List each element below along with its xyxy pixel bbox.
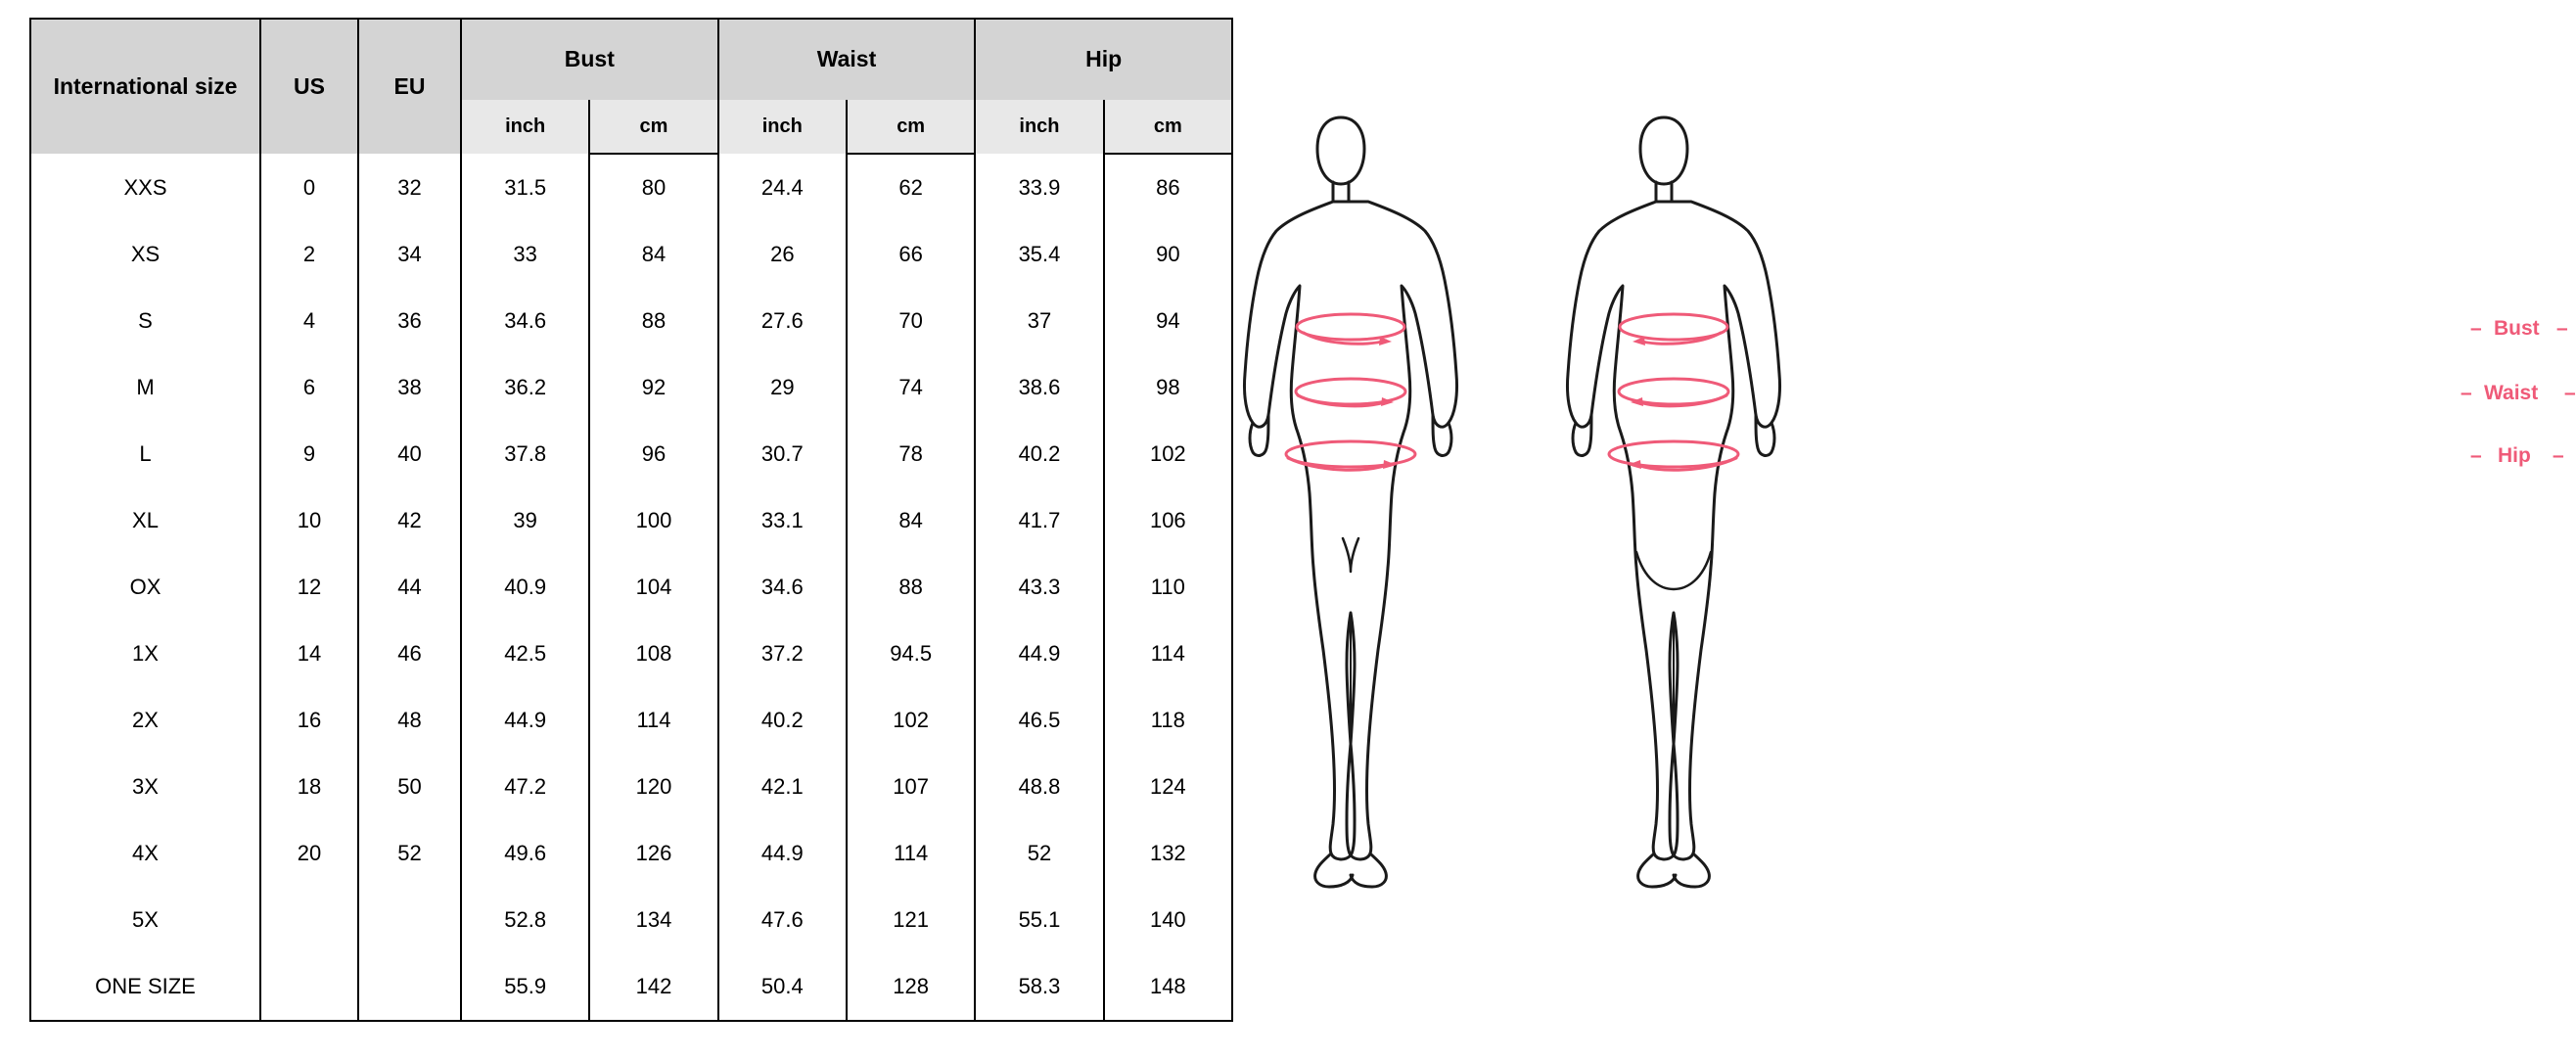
cell-eu: 46 [358,621,461,687]
cell-us: 18 [260,754,358,820]
cell-waist-inch: 34.6 [760,575,804,599]
cell-eu: 32 [358,154,461,221]
table-row [30,288,1232,354]
header-international-size: International size [30,19,260,154]
cell-eu: 40 [358,421,461,487]
header-bust: Bust [461,19,718,100]
cell-hip-inch: 40.2 [1018,441,1061,466]
cell-waist-inch: 50.4 [760,974,804,998]
table-body [30,154,1232,1021]
cell-hip-cm: 90 [1104,221,1232,288]
cell-us: 14 [260,621,358,687]
cell-bust-inch: 55.9 [504,974,547,998]
cell-waist-inch: 47.6 [760,907,804,932]
cell-waist-cm: 66 [847,221,975,288]
cell-hip-cm: 124 [1104,754,1232,820]
cell-eu: 34 [358,221,461,288]
cell-us [260,953,358,1021]
cell-bust-inch: 31.5 [504,174,547,200]
cell-waist-cm: 88 [847,554,975,621]
hip-dash-right: – [2553,444,2564,467]
cell-hip-cm: 132 [1104,820,1232,887]
waist-label: Waist [2484,382,2539,404]
cell-hip-inch: 33.9 [1018,174,1061,200]
cell-hip-cm: 110 [1104,554,1232,621]
cell-bust-cm: 84 [589,221,717,288]
hip-label: Hip [2498,444,2531,467]
cell-eu [358,953,461,1021]
bust-dash-right: – [2556,317,2568,340]
cell-bust-cm: 80 [589,154,717,221]
cell-bust-cm: 120 [589,754,717,820]
cell-bust-cm: 88 [589,288,717,354]
cell-hip-inch: 46.5 [1018,708,1061,732]
cell-international-size: 3X [30,754,260,820]
cell-waist-inch: 40.2 [760,708,804,732]
cell-bust-inch: 49.6 [504,841,547,865]
cell-hip-cm: 86 [1104,154,1232,221]
cell-international-size: ONE SIZE [30,953,260,1021]
cell-us: 12 [260,554,358,621]
cell-eu: 38 [358,354,461,421]
cell-bust-inch: 34.6 [504,308,547,333]
cell-waist-inch: 33.1 [760,508,804,532]
table-row [30,687,1232,754]
hip-dash-left: – [2470,444,2482,467]
cell-waist-cm: 94.5 [847,621,975,687]
cell-hip-cm: 102 [1104,421,1232,487]
cell-waist-cm: 114 [847,820,975,887]
cell-bust-cm: 114 [589,687,717,754]
cell-waist-inch: 37.2 [760,641,804,666]
cell-bust-inch: 39 [513,508,537,532]
cell-waist-cm: 74 [847,354,975,421]
header-bust-inch: inch [461,100,589,154]
header-hip-cm: cm [1104,100,1232,154]
cell-bust-cm: 92 [589,354,717,421]
cell-eu: 48 [358,687,461,754]
cell-hip-inch: 52 [1027,841,1052,865]
cell-waist-cm: 84 [847,487,975,554]
body-measurement-diagram [1243,59,1889,940]
cell-international-size: 1X [30,621,260,687]
waist-dash-left: – [2461,382,2472,404]
size-table-container [29,18,1233,1022]
cell-eu: 52 [358,820,461,887]
cell-bust-inch: 42.5 [504,641,547,666]
header-waist-inch: inch [718,100,847,154]
table-row [30,754,1232,820]
table-row [30,621,1232,687]
table-row [30,487,1232,554]
cell-bust-inch: 36.2 [504,375,547,399]
bust-label: Bust [2494,317,2540,340]
cell-waist-inch: 27.6 [760,308,804,333]
cell-waist-inch: 29 [770,375,795,399]
measurement-lines [1286,314,1738,470]
cell-waist-inch: 44.9 [760,841,804,865]
header-eu: EU [358,19,461,154]
table-row [30,154,1232,221]
cell-us: 6 [260,354,358,421]
cell-waist-cm: 107 [847,754,975,820]
cell-hip-inch: 48.8 [1018,774,1061,799]
table-row [30,554,1232,621]
cell-waist-inch: 24.4 [760,174,804,200]
cell-waist-cm: 102 [847,687,975,754]
cell-bust-cm: 96 [589,421,717,487]
cell-hip-cm: 140 [1104,887,1232,953]
cell-bust-inch: 52.8 [504,907,547,932]
cell-hip-cm: 94 [1104,288,1232,354]
cell-hip-inch: 37 [1027,308,1052,333]
header-waist: Waist [718,19,976,100]
cell-international-size: L [30,421,260,487]
cell-bust-inch: 33 [513,242,537,266]
cell-waist-inch: 26 [770,242,795,266]
cell-international-size: 2X [30,687,260,754]
cell-hip-inch: 38.6 [1018,375,1061,399]
cell-us: 4 [260,288,358,354]
header-hip: Hip [975,19,1232,100]
cell-bust-inch: 47.2 [504,774,547,799]
cell-bust-inch: 44.9 [504,708,547,732]
header-hip-inch: inch [975,100,1103,154]
cell-waist-cm: 121 [847,887,975,953]
cell-eu [358,887,461,953]
cell-hip-inch: 58.3 [1018,974,1061,998]
size-table [29,18,1233,1022]
cell-bust-cm: 134 [589,887,717,953]
cell-eu: 50 [358,754,461,820]
cell-us: 10 [260,487,358,554]
cell-us: 9 [260,421,358,487]
header-waist-cm: cm [847,100,975,154]
waist-dash-right: – [2564,382,2576,404]
cell-bust-inch: 37.8 [504,441,547,466]
cell-hip-cm: 106 [1104,487,1232,554]
body-figures [1233,0,2576,1060]
cell-hip-inch: 43.3 [1018,575,1061,599]
cell-hip-cm: 118 [1104,687,1232,754]
cell-international-size: M [30,354,260,421]
cell-hip-cm: 98 [1104,354,1232,421]
cell-eu: 42 [358,487,461,554]
cell-waist-inch: 42.1 [760,774,804,799]
table-row [30,221,1232,288]
cell-waist-cm: 128 [847,953,975,1021]
cell-hip-cm: 148 [1104,953,1232,1021]
cell-international-size: XS [30,221,260,288]
table-row [30,421,1232,487]
header-bust-cm: cm [589,100,717,154]
cell-bust-cm: 108 [589,621,717,687]
cell-international-size: S [30,288,260,354]
front-figure-outline [1244,117,1456,887]
back-figure-outline [1567,117,1779,887]
cell-hip-inch: 55.1 [1018,907,1061,932]
cell-international-size: 5X [30,887,260,953]
cell-bust-cm: 104 [589,554,717,621]
cell-international-size: XXS [30,154,260,221]
table-row [30,354,1232,421]
cell-eu: 44 [358,554,461,621]
cell-waist-inch: 30.7 [760,441,804,466]
cell-eu: 36 [358,288,461,354]
table-row [30,953,1232,1021]
table-row [30,820,1232,887]
table-header-row-primary [30,19,1232,100]
cell-waist-cm: 62 [847,154,975,221]
cell-hip-cm: 114 [1104,621,1232,687]
cell-us: 16 [260,687,358,754]
cell-hip-inch: 41.7 [1018,508,1061,532]
cell-international-size: XL [30,487,260,554]
cell-us: 2 [260,221,358,288]
cell-bust-inch: 40.9 [504,575,547,599]
bust-dash-left: – [2470,317,2482,340]
cell-bust-cm: 126 [589,820,717,887]
cell-bust-cm: 100 [589,487,717,554]
cell-hip-inch: 35.4 [1018,242,1061,266]
cell-us: 20 [260,820,358,887]
cell-waist-cm: 70 [847,288,975,354]
cell-us [260,887,358,953]
cell-waist-cm: 78 [847,421,975,487]
table-header [30,19,1232,154]
header-us: US [260,19,358,154]
cell-international-size: 4X [30,820,260,887]
table-row [30,887,1232,953]
cell-international-size: OX [30,554,260,621]
cell-us: 0 [260,154,358,221]
cell-bust-cm: 142 [589,953,717,1021]
cell-hip-inch: 44.9 [1018,641,1061,666]
